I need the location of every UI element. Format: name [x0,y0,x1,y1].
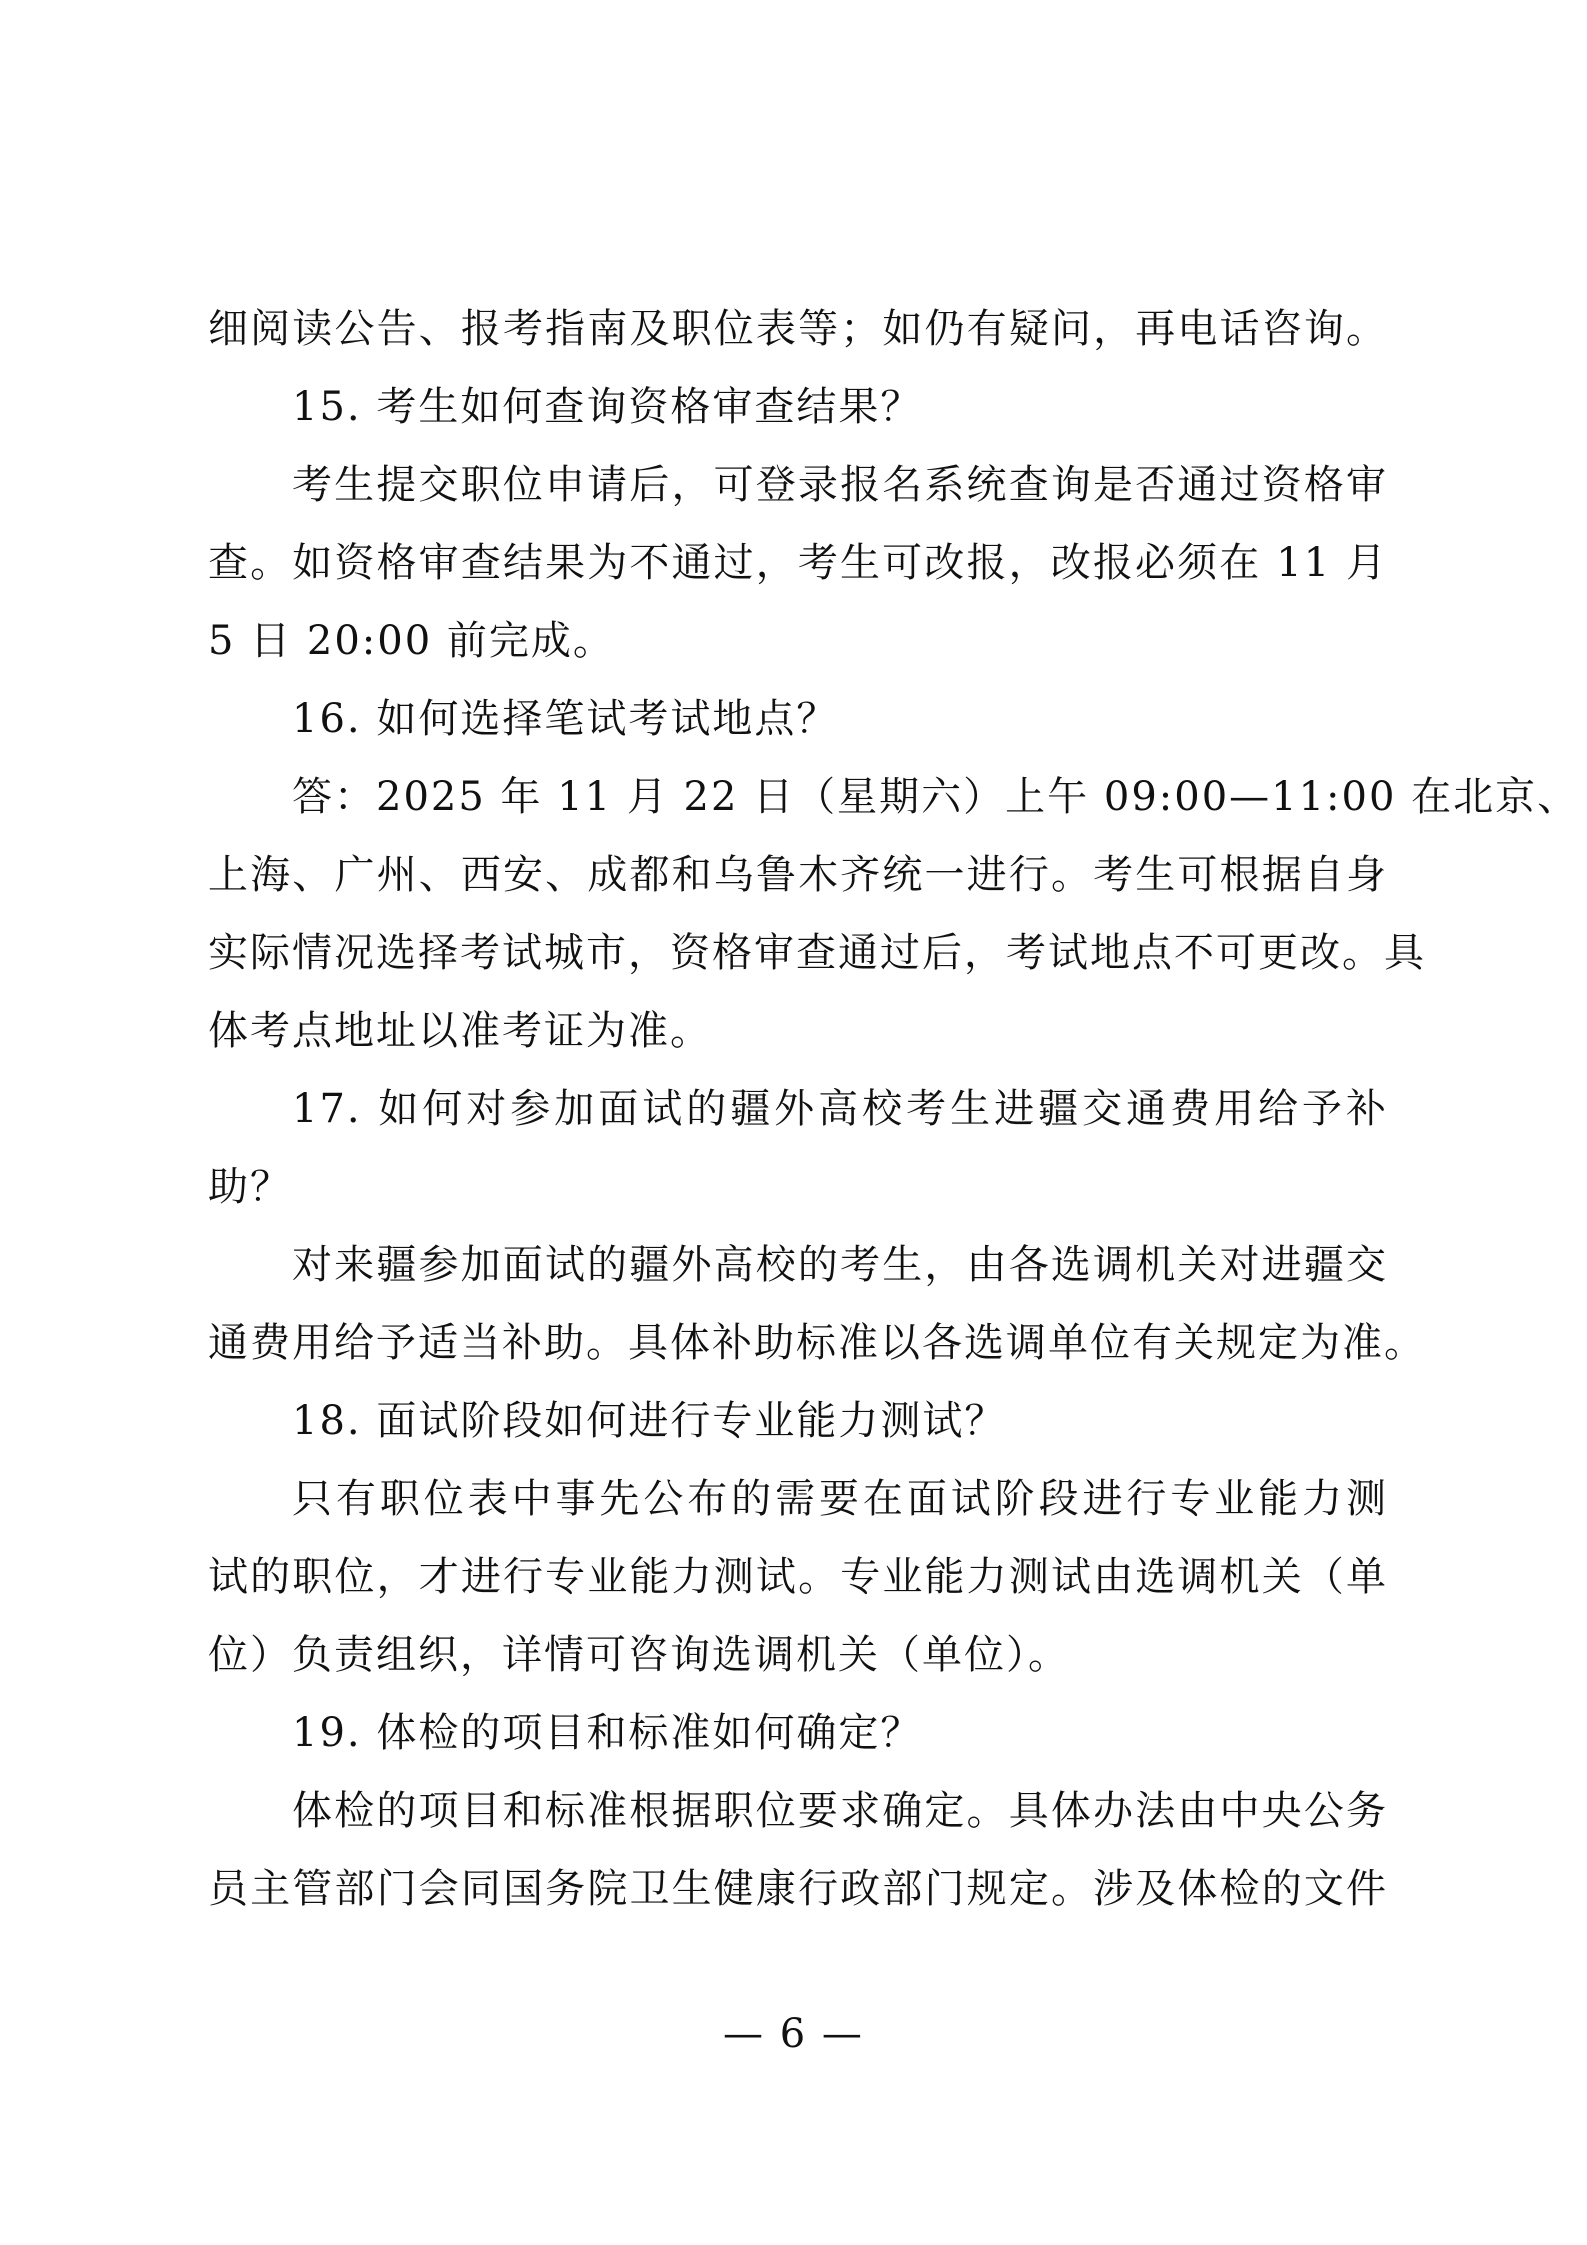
text-line: 体考点地址以准考证为准。 [208,1008,712,1054]
text-line: 细阅读公告、报考指南及职位表等；如仍有疑问，再电话咨询。 [208,306,1388,352]
text-line: 17. 如何对参加面试的疆外高校考生进疆交通费用给予补 [292,1086,1388,1132]
text-line: 助？ [208,1164,292,1210]
text-line: 位）负责组织，详情可咨询选调机关（单位）。 [208,1632,1070,1678]
text-line: 18. 面试阶段如何进行专业能力测试？ [292,1398,1007,1444]
text-line: 上海、广州、西安、成都和乌鲁木齐统一进行。考生可根据自身 [208,852,1388,898]
text-line: 员主管部门会同国务院卫生健康行政部门规定。涉及体检的文件 [208,1866,1388,1912]
text-line: 查。如资格审查结果为不通过，考生可改报，改报必须在 11 月 [208,540,1388,586]
text-line: 只有职位表中事先公布的需要在面试阶段进行专业能力测 [292,1476,1388,1522]
text-line: 体检的项目和标准根据职位要求确定。具体办法由中央公务 [292,1788,1388,1834]
text-line: 16. 如何选择笔试考试地点？ [292,696,839,742]
text-line: 答：2025 年 11 月 22 日（星期六）上午 09:00—11:00 在北京、 [292,774,1580,820]
page-number: — 6 — [723,2011,864,2057]
text-line: 15. 考生如何查询资格审查结果？ [292,384,923,430]
document-body [208,290,1580,1928]
text-line: 5 日 20:00 前完成。 [208,618,615,664]
text-line: 通费用给予适当补助。具体补助标准以各选调单位有关规定为准。 [208,1320,1426,1366]
text-line: 实际情况选择考试城市，资格审查通过后，考试地点不可更改。具 [208,930,1426,976]
text-line: 试的职位，才进行专业能力测试。专业能力测试由选调机关（单 [208,1554,1388,1600]
text-line: 对来疆参加面试的疆外高校的考生，由各选调机关对进疆交 [292,1242,1388,1288]
text-line: 考生提交职位申请后，可登录报名系统查询是否通过资格审 [292,462,1388,508]
text-line: 19. 体检的项目和标准如何确定？ [292,1710,923,1756]
